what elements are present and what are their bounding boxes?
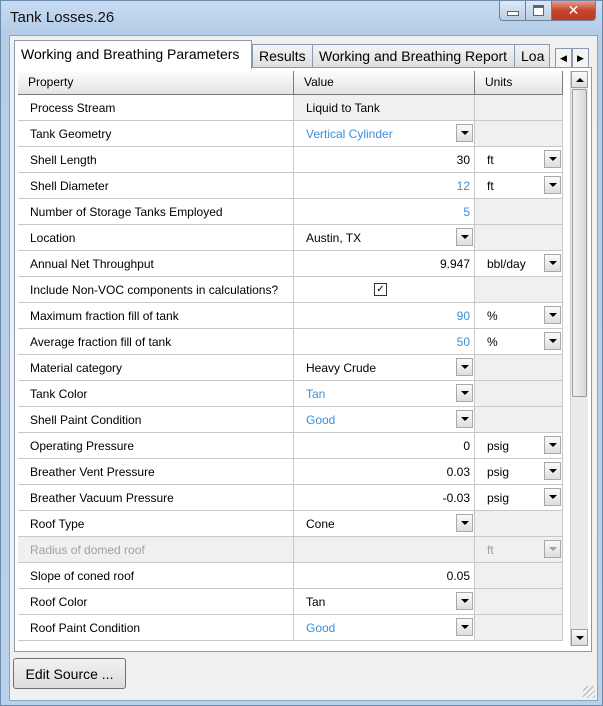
units-text: %	[487, 308, 498, 323]
units-cell	[475, 407, 563, 433]
property-label: Include Non-VOC components in calculations?	[18, 277, 294, 303]
chevron-down-icon	[549, 547, 557, 551]
tab-scroll-buttons	[555, 48, 589, 68]
property-label: Material category	[18, 355, 294, 381]
chevron-down-icon	[549, 339, 557, 343]
property-label: Roof Type	[18, 511, 294, 537]
dropdown-button[interactable]	[544, 332, 561, 350]
table-row[interactable]	[18, 355, 567, 381]
scroll-thumb[interactable]	[572, 89, 587, 397]
value-dropdown[interactable]	[294, 615, 475, 641]
value-dropdown[interactable]	[294, 407, 475, 433]
value-dropdown[interactable]	[294, 511, 475, 537]
value-dropdown[interactable]	[294, 121, 475, 147]
dropdown-button	[544, 540, 561, 558]
tab-strip	[14, 40, 594, 68]
chevron-down-icon	[461, 365, 469, 369]
units-dropdown[interactable]	[475, 329, 563, 355]
table-row[interactable]	[18, 563, 567, 589]
value-input[interactable]: 50	[294, 329, 475, 355]
units-cell	[475, 355, 563, 381]
chevron-down-icon	[461, 599, 469, 603]
value-text: Heavy Crude	[306, 360, 377, 375]
value-input[interactable]: 30	[294, 147, 475, 173]
units-dropdown[interactable]	[475, 433, 563, 459]
property-label: Shell Length	[18, 147, 294, 173]
window-title: Tank Losses.26	[10, 9, 115, 26]
dropdown-button[interactable]	[456, 228, 473, 246]
chevron-down-icon	[461, 521, 469, 525]
units-dropdown[interactable]	[475, 147, 563, 173]
value-text: Good	[306, 620, 336, 635]
maximize-icon	[533, 5, 544, 16]
right-arrow-icon: ▶	[577, 52, 584, 63]
minimize-icon	[507, 11, 519, 16]
table-row[interactable]	[18, 485, 567, 511]
tab-working-breathing-parameters[interactable]: Working and Breathing Parameters	[14, 40, 252, 69]
units-text: %	[487, 334, 498, 349]
dropdown-button[interactable]	[456, 124, 473, 142]
table-row[interactable]	[18, 199, 567, 225]
left-arrow-icon: ◀	[560, 52, 567, 63]
property-label: Shell Diameter	[18, 173, 294, 199]
table-row[interactable]	[18, 381, 567, 407]
units-cell	[475, 563, 563, 589]
units-dropdown[interactable]	[475, 303, 563, 329]
window-controls	[499, 1, 596, 21]
value-input[interactable]: 12	[294, 173, 475, 199]
table-row[interactable]	[18, 95, 567, 121]
chevron-down-icon	[461, 131, 469, 135]
table-row[interactable]	[18, 303, 567, 329]
vertical-scrollbar[interactable]	[570, 71, 588, 646]
value-input[interactable]: 5	[294, 199, 475, 225]
property-label: Average fraction fill of tank	[18, 329, 294, 355]
chevron-down-icon	[549, 183, 557, 187]
table-row[interactable]	[18, 615, 567, 641]
tab-results[interactable]: Results	[252, 44, 314, 67]
value-input[interactable]: 0.03	[294, 459, 475, 485]
property-label: Radius of domed roof	[18, 537, 294, 563]
value-input[interactable]: 0.05	[294, 563, 475, 589]
table-row[interactable]	[18, 173, 567, 199]
dropdown-button[interactable]	[544, 488, 561, 506]
table-row[interactable]	[18, 329, 567, 355]
dropdown-button[interactable]	[544, 254, 561, 272]
units-cell	[475, 511, 563, 537]
units-dropdown	[475, 537, 563, 563]
table-row[interactable]	[18, 459, 567, 485]
units-text: psig	[487, 464, 510, 479]
property-label: Tank Geometry	[18, 121, 294, 147]
table-row[interactable]	[18, 147, 567, 173]
property-label: Roof Paint Condition	[18, 615, 294, 641]
value-text: Tan	[306, 386, 326, 401]
tab-scroll-right-button[interactable]	[572, 48, 589, 68]
property-label: Breather Vent Pressure	[18, 459, 294, 485]
table-row[interactable]	[18, 511, 567, 537]
units-text: bbl/day	[487, 256, 526, 271]
value-dropdown[interactable]	[294, 589, 475, 615]
value-cell: Liquid to Tank	[294, 95, 475, 121]
table-row[interactable]	[18, 407, 567, 433]
chevron-down-icon	[549, 157, 557, 161]
scroll-up-button[interactable]	[571, 71, 588, 88]
value-dropdown[interactable]	[294, 225, 475, 251]
chevron-down-icon	[576, 636, 584, 640]
chevron-up-icon	[576, 78, 584, 82]
value-text: Vertical Cylinder	[306, 126, 393, 141]
dialog-client-area	[9, 35, 598, 701]
value-checkbox-cell	[294, 277, 475, 303]
units-dropdown[interactable]	[475, 485, 563, 511]
grid-header	[18, 71, 567, 95]
property-label: Number of Storage Tanks Employed	[18, 199, 294, 225]
chevron-down-icon	[461, 235, 469, 239]
units-text: psig	[487, 438, 510, 453]
dropdown-button[interactable]	[544, 150, 561, 168]
property-label: Roof Color	[18, 589, 294, 615]
value-input[interactable]: -0.03	[294, 485, 475, 511]
units-cell	[475, 277, 563, 303]
units-text: ft	[487, 178, 494, 193]
units-cell	[475, 225, 563, 251]
chevron-down-icon	[549, 261, 557, 265]
header-units[interactable]: Units	[475, 71, 563, 95]
value-input[interactable]: 9.947	[294, 251, 475, 277]
tab-scroll-left-button[interactable]	[555, 48, 572, 68]
value-dropdown[interactable]	[294, 355, 475, 381]
minimize-button[interactable]	[499, 1, 526, 21]
value-dropdown[interactable]	[294, 381, 475, 407]
tab-loa[interactable]: Loa	[514, 44, 550, 67]
maximize-button[interactable]	[526, 1, 552, 21]
property-label: Slope of coned roof	[18, 563, 294, 589]
dropdown-button[interactable]	[544, 436, 561, 454]
units-cell	[475, 199, 563, 225]
chevron-down-icon	[549, 495, 557, 499]
dropdown-button[interactable]	[456, 410, 473, 428]
units-cell	[475, 589, 563, 615]
units-dropdown[interactable]	[475, 173, 563, 199]
chevron-down-icon	[549, 443, 557, 447]
property-label: Process Stream	[18, 95, 294, 121]
units-text: ft	[487, 542, 494, 557]
close-button[interactable]	[552, 1, 596, 21]
table-row[interactable]	[18, 225, 567, 251]
property-label: Maximum fraction fill of tank	[18, 303, 294, 329]
dropdown-button[interactable]	[544, 306, 561, 324]
units-text: ft	[487, 152, 494, 167]
resize-grip-icon[interactable]	[583, 686, 595, 698]
units-cell	[475, 615, 563, 641]
property-label: Operating Pressure	[18, 433, 294, 459]
edit-source-button[interactable]: Edit Source ...	[13, 658, 126, 689]
chevron-down-icon	[461, 417, 469, 421]
table-row[interactable]	[18, 433, 567, 459]
dropdown-button[interactable]	[456, 384, 473, 402]
chevron-down-icon	[461, 391, 469, 395]
table-row[interactable]	[18, 277, 567, 303]
value-text: Austin, TX	[306, 230, 362, 245]
property-label: Shell Paint Condition	[18, 407, 294, 433]
include-non-voc-checkbox[interactable]: ✓	[374, 283, 387, 296]
dropdown-button[interactable]	[456, 358, 473, 376]
units-dropdown[interactable]	[475, 251, 563, 277]
dropdown-button[interactable]	[544, 176, 561, 194]
units-cell	[475, 381, 563, 407]
property-grid	[18, 71, 567, 647]
value-cell	[294, 537, 475, 563]
table-row[interactable]	[18, 121, 567, 147]
dropdown-button[interactable]	[456, 618, 473, 636]
scroll-down-button[interactable]	[571, 629, 588, 646]
value-input[interactable]: 0	[294, 433, 475, 459]
header-property[interactable]: Property	[18, 71, 294, 95]
chevron-down-icon	[549, 313, 557, 317]
table-row[interactable]	[18, 251, 567, 277]
table-row[interactable]	[18, 589, 567, 615]
units-cell	[475, 95, 563, 121]
close-icon: ✕	[567, 2, 580, 18]
units-dropdown[interactable]	[475, 459, 563, 485]
value-input[interactable]: 90	[294, 303, 475, 329]
dropdown-button[interactable]	[544, 462, 561, 480]
value-text: Tan	[306, 594, 326, 609]
property-label: Breather Vacuum Pressure	[18, 485, 294, 511]
dropdown-button[interactable]	[456, 514, 473, 532]
chevron-down-icon	[549, 469, 557, 473]
value-text: Cone	[306, 516, 335, 531]
table-row	[18, 537, 567, 563]
dropdown-button[interactable]	[456, 592, 473, 610]
header-value[interactable]: Value	[294, 71, 475, 95]
tab-working-breathing-report[interactable]: Working and Breathing Report	[312, 44, 516, 67]
property-label: Location	[18, 225, 294, 251]
chevron-down-icon	[461, 625, 469, 629]
parameters-panel	[14, 67, 592, 652]
value-text: Good	[306, 412, 336, 427]
property-label: Tank Color	[18, 381, 294, 407]
units-cell	[475, 121, 563, 147]
property-label: Annual Net Throughput	[18, 251, 294, 277]
units-text: psig	[487, 490, 510, 505]
